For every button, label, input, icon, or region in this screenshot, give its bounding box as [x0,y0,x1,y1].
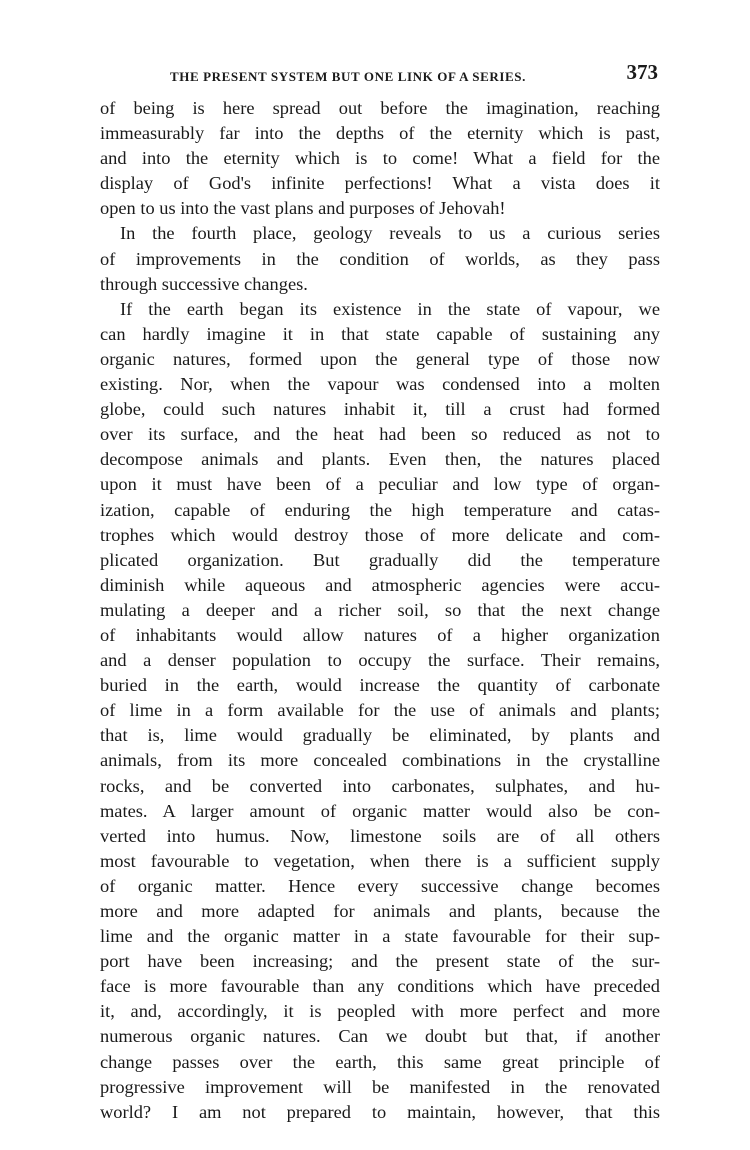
running-header [100,60,660,90]
paragraph [100,297,660,1125]
text-line: ization, capable of enduring the high temperature and catas- [100,499,660,520]
text-line: change passes over the earth, this same great principle of [100,1051,660,1072]
text-line: lime and the organic matter in a state favourable for their sup- [100,926,660,947]
text-line: numerous organic natures. Can we doubt but that, if another [100,1026,660,1047]
text-line: it, and, accordingly, it is peopled with more perfect and more [100,1001,660,1022]
text-line: progressive improvement will be manifested in the renovated [100,1076,660,1097]
text-line: organic natures, formed upon the general type of those now [100,348,660,369]
text-line: immeasurably far into the depths of the eternity which is past, [100,123,660,144]
running-title: THE PRESENT SYSTEM BUT ONE LINK OF A SERIES. [170,69,526,84]
text-line: rocks, and be converted into carbonates, sulphates, and hu- [100,775,660,796]
text-line: can hardly imagine it in that state capable of sustaining any [100,323,660,344]
text-line: open to us into the vast plans and purposes of Jehovah! [100,198,506,219]
text-line: plicated organization. But gradually did the temperature [100,549,660,570]
text-line: of being is here spread out before the imagination, reaching [100,98,660,118]
text-line: port have been increasing; and the present state of the sur- [100,951,660,972]
paragraph [100,221,660,296]
text-line: of improvements in the condition of worlds, as they pass [100,248,660,269]
text-line: and a denser population to occupy the surface. Their remains, [100,650,660,671]
text-line: of organic matter. Hence every successive change becomes [100,875,660,896]
text-line: display of God's infinite perfections! What a vista does it [100,173,660,194]
book-page [100,60,660,1125]
text-line: of inhabitants would allow natures of a higher organization [100,624,660,645]
page-number: 373 [626,60,658,84]
text-line: existing. Nor, when the vapour was condensed into a molten [100,374,660,395]
body-text [100,96,660,1125]
text-line: In the fourth place, geology reveals to us a curious series [120,223,660,244]
text-line: through successive changes. [100,273,308,294]
text-line: globe, could such natures inhabit it, till a crust had formed [100,399,660,420]
paragraph [100,96,660,221]
text-line: diminish while aqueous and atmospheric agencies were accu- [100,574,660,595]
text-line: mulating a deeper and a richer soil, so that the next change [100,599,660,620]
text-line: trophes which would destroy those of more delicate and com- [100,524,660,545]
text-line: animals, from its more concealed combinations in the crystalline [100,750,660,771]
text-line: and into the eternity which is to come! What a field for the [100,148,660,169]
text-line: If the earth began its existence in the state of vapour, we [120,298,660,319]
text-line: decompose animals and plants. Even then, the natures placed [100,449,660,470]
text-line: of lime in a form available for the use of animals and plants; [100,700,660,721]
text-line: buried in the earth, would increase the quantity of carbonate [100,675,660,696]
text-line: over its surface, and the heat had been so reduced as not to [100,424,660,445]
text-line: mates. A larger amount of organic matter would also be con- [100,800,660,821]
text-line: verted into humus. Now, limestone soils are of all others [100,825,660,846]
text-line: more and more adapted for animals and plants, because the [100,901,660,921]
text-line: world? I am not prepared to maintain, however, that this [100,1101,660,1122]
text-line: upon it must have been of a peculiar and low type of organ- [100,474,660,495]
text-line: that is, lime would gradually be eliminated, by plants and [100,725,660,746]
text-line: most favourable to vegetation, when there is a sufficient supply [100,850,660,871]
text-line: face is more favourable than any conditions which have preceded [100,976,660,997]
